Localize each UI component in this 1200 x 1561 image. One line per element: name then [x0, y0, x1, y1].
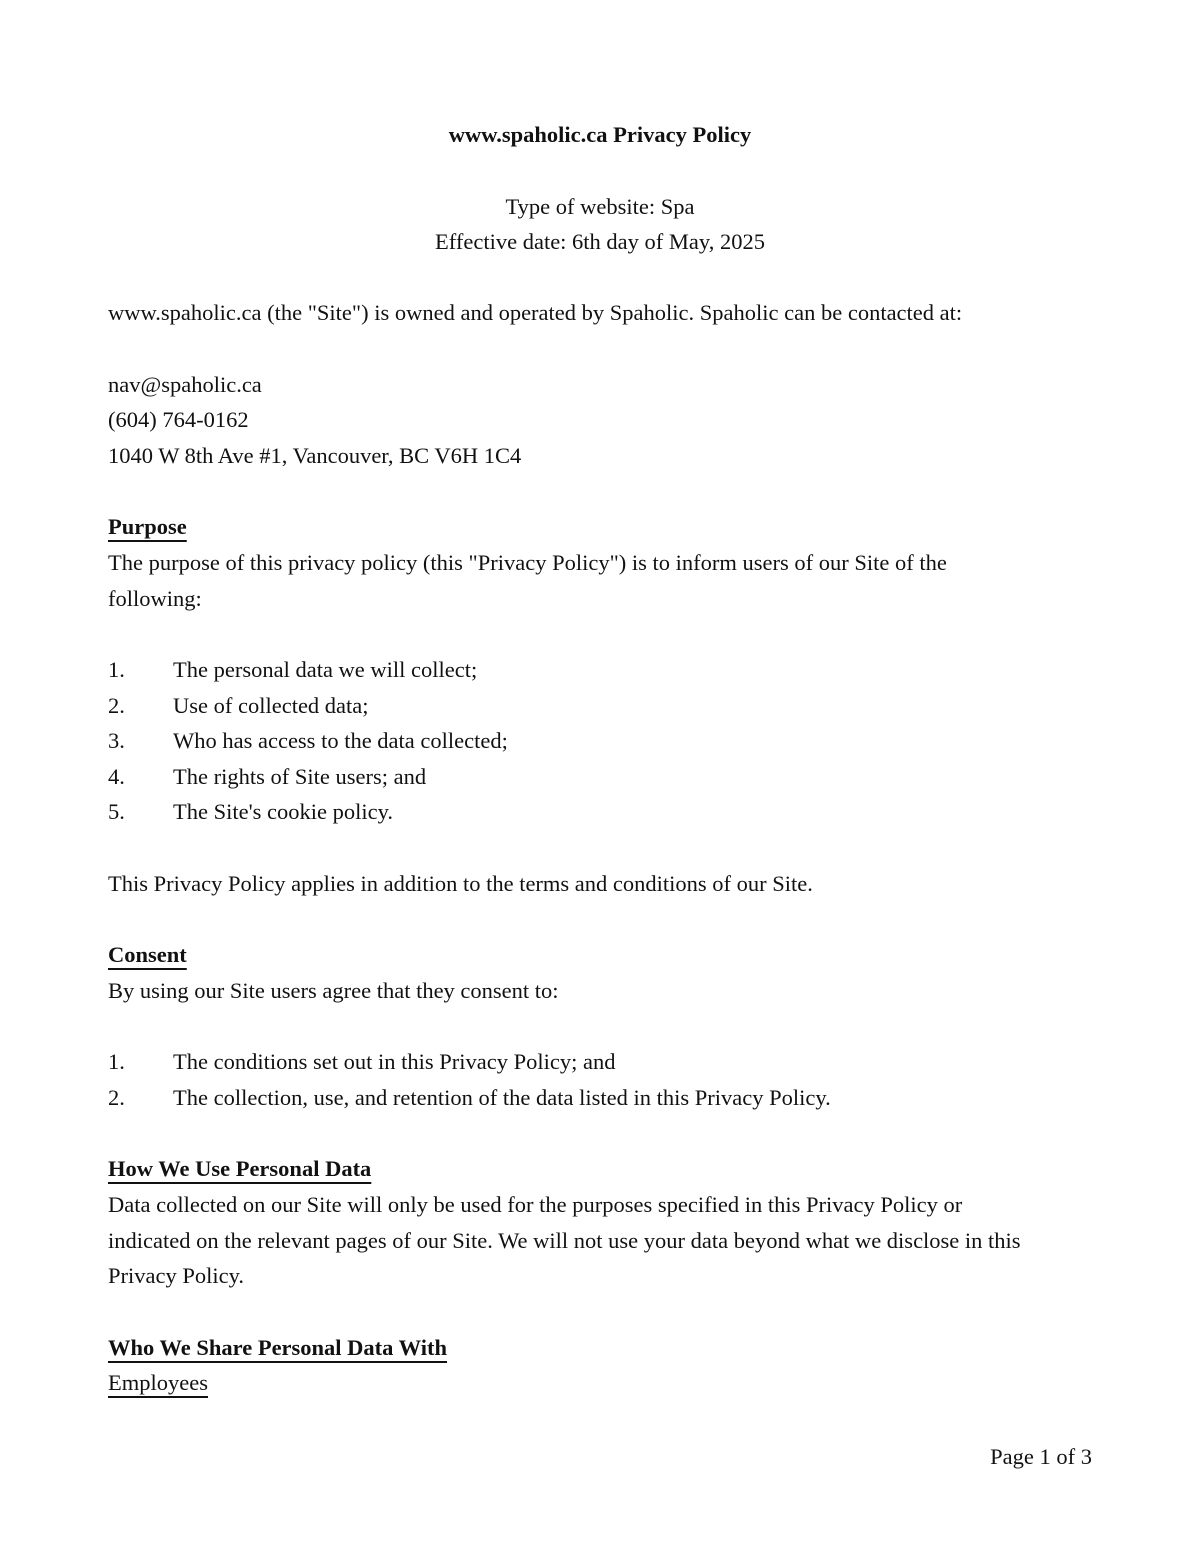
page-number: Page 1 of 3 — [990, 1444, 1092, 1469]
use-text-line2: indicated on the relevant pages of our Site. We will not use your data beyond what we disclose in this — [108, 1228, 1021, 1253]
list-item: Who has access to the data collected; — [173, 728, 508, 753]
intro-paragraph: www.spaholic.ca (the "Site") is owned and operated by Spaholic. Spaholic can be contacted at: — [108, 300, 963, 325]
purpose-text-line2: following: — [108, 586, 202, 611]
list-item-number: 2. — [108, 1085, 125, 1110]
use-text-line3: Privacy Policy. — [108, 1263, 245, 1288]
share-heading: Who We Share Personal Data With — [108, 1335, 447, 1360]
list-item-number: 1. — [108, 1049, 125, 1074]
consent-text: By using our Site users agree that they consent to: — [108, 978, 559, 1003]
contact-address: 1040 W 8th Ave #1, Vancouver, BC V6H 1C4 — [108, 443, 522, 468]
list-item-number: 5. — [108, 799, 125, 824]
list-item-number: 1. — [108, 657, 125, 682]
list-item: The collection, use, and retention of the data listed in this Privacy Policy. — [173, 1085, 831, 1110]
use-text-line1: Data collected on our Site will only be used for the purposes specified in this Privacy Policy or — [108, 1192, 963, 1217]
contact-phone: (604) 764-0162 — [108, 407, 249, 432]
purpose-heading: Purpose — [108, 514, 187, 539]
purpose-text-line1: The purpose of this privacy policy (this "Privacy Policy") is to inform users of our Site of the — [108, 550, 947, 575]
share-subheading-employees: Employees — [108, 1370, 208, 1395]
list-item: Use of collected data; — [173, 693, 369, 718]
use-heading: How We Use Personal Data — [108, 1156, 372, 1181]
website-type: Type of website: Spa — [505, 194, 695, 219]
list-item: The rights of Site users; and — [173, 764, 427, 789]
list-item: The personal data we will collect; — [173, 657, 478, 682]
document-title: www.spaholic.ca Privacy Policy — [448, 122, 752, 147]
effective-date: Effective date: 6th day of May, 2025 — [435, 229, 765, 254]
list-item: The Site's cookie policy. — [173, 799, 394, 824]
list-item: The conditions set out in this Privacy Policy; and — [173, 1049, 616, 1074]
list-item-number: 4. — [108, 764, 125, 789]
purpose-closing: This Privacy Policy applies in addition to the terms and conditions of our Site. — [108, 871, 813, 896]
list-item-number: 3. — [108, 728, 125, 753]
list-item-number: 2. — [108, 693, 125, 718]
consent-heading: Consent — [108, 942, 187, 967]
contact-email: nav@spaholic.ca — [108, 372, 262, 397]
